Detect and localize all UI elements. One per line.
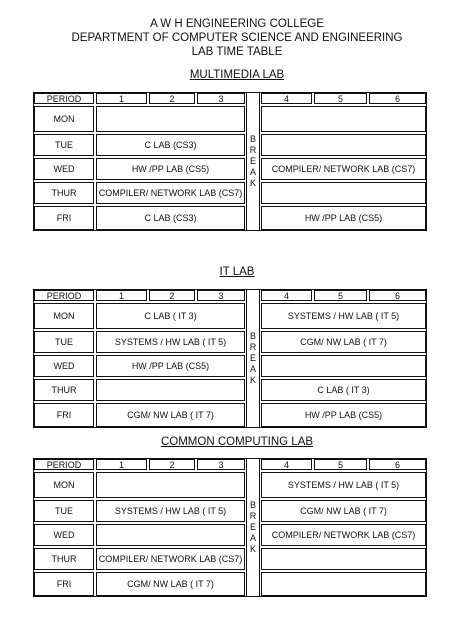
lab-title: MULTIMEDIA LAB xyxy=(189,69,285,81)
morning-session: HW /PP LAB (CS5) xyxy=(96,158,245,180)
morning-session: C LAB (CS3) xyxy=(96,206,245,230)
period-number-3: 3 xyxy=(197,290,245,301)
day-label: MON xyxy=(34,303,94,329)
afternoon-session: COMPILER/ NETWORK LAB (CS7) xyxy=(261,158,426,180)
period-number-4: 4 xyxy=(261,459,312,470)
period-number-3: 3 xyxy=(197,459,245,470)
break-letter: K xyxy=(249,178,256,188)
college-name: A W H ENGINEERING COLLEGE xyxy=(150,18,324,30)
period-header: PERIOD xyxy=(34,290,94,301)
morning-session: C LAB (CS3) xyxy=(96,134,245,156)
morning-session: CGM/ NW LAB ( IT 7) xyxy=(96,403,245,427)
period-number-1: 1 xyxy=(96,93,147,104)
period-number-1: 1 xyxy=(96,290,147,301)
day-label: WED xyxy=(34,355,94,377)
period-number-2: 2 xyxy=(149,459,195,470)
day-label: TUE xyxy=(34,134,94,156)
morning-session: SYSTEMS / HW LAB ( IT 5) xyxy=(96,500,245,522)
day-label: THUR xyxy=(34,379,94,401)
break-letter: R xyxy=(249,145,257,155)
break-letter: B xyxy=(249,331,256,341)
period-number-5: 5 xyxy=(314,459,367,470)
morning-session: CGM/ NW LAB ( IT 7) xyxy=(96,572,245,596)
morning-session xyxy=(96,379,245,401)
afternoon-session xyxy=(261,106,426,132)
break-letter: K xyxy=(249,375,256,385)
morning-session: COMPILER/ NETWORK LAB (CS7) xyxy=(96,548,245,570)
period-number-2: 2 xyxy=(149,93,195,104)
morning-session xyxy=(96,524,245,546)
break-letter: E xyxy=(249,353,256,363)
afternoon-session: HW /PP LAB (CS5) xyxy=(261,206,426,230)
day-label: FRI xyxy=(34,206,94,230)
afternoon-session xyxy=(261,355,426,377)
day-label: WED xyxy=(34,158,94,180)
break-column xyxy=(246,289,260,428)
day-label: FRI xyxy=(34,572,94,596)
afternoon-session: CGM/ NW LAB ( IT 7) xyxy=(261,331,426,353)
afternoon-session xyxy=(261,548,426,570)
break-letter: R xyxy=(249,511,257,521)
period-header: PERIOD xyxy=(34,459,94,470)
break-letter: A xyxy=(249,364,256,374)
break-letter: R xyxy=(249,342,257,352)
period-number-6: 6 xyxy=(369,93,426,104)
period-number-5: 5 xyxy=(314,93,367,104)
period-number-1: 1 xyxy=(96,459,147,470)
break-letter: B xyxy=(249,500,256,510)
day-label: TUE xyxy=(34,500,94,522)
period-number-3: 3 xyxy=(197,93,245,104)
break-letter: E xyxy=(249,156,256,166)
day-label: THUR xyxy=(34,182,94,204)
morning-session: COMPILER/ NETWORK LAB (CS7) xyxy=(96,182,245,204)
period-number-6: 6 xyxy=(369,290,426,301)
afternoon-session: HW /PP LAB (CS5) xyxy=(261,403,426,427)
break-column xyxy=(246,92,260,231)
document-title: LAB TIME TABLE xyxy=(191,46,283,58)
lab-title: IT LAB xyxy=(219,266,255,278)
lab-title: COMMON COMPUTING LAB xyxy=(160,436,314,448)
period-number-6: 6 xyxy=(369,459,426,470)
morning-session xyxy=(96,472,245,498)
afternoon-session: SYSTEMS / HW LAB ( IT 5) xyxy=(261,472,426,498)
morning-session: HW /PP LAB (CS5) xyxy=(96,355,245,377)
department-name: DEPARTMENT OF COMPUTER SCIENCE AND ENGINEERING xyxy=(71,32,403,44)
morning-session: C LAB ( IT 3) xyxy=(96,303,245,329)
day-label: MON xyxy=(34,472,94,498)
day-label: FRI xyxy=(34,403,94,427)
afternoon-session xyxy=(261,134,426,156)
period-number-5: 5 xyxy=(314,290,367,301)
break-letter: A xyxy=(249,167,256,177)
afternoon-session: COMPILER/ NETWORK LAB (CS7) xyxy=(261,524,426,546)
afternoon-session: CGM/ NW LAB ( IT 7) xyxy=(261,500,426,522)
afternoon-session xyxy=(261,572,426,596)
day-label: WED xyxy=(34,524,94,546)
period-header: PERIOD xyxy=(34,93,94,104)
afternoon-session: SYSTEMS / HW LAB ( IT 5) xyxy=(261,303,426,329)
period-number-4: 4 xyxy=(261,93,312,104)
morning-session: SYSTEMS / HW LAB ( IT 5) xyxy=(96,331,245,353)
break-letter: B xyxy=(249,134,256,144)
period-number-4: 4 xyxy=(261,290,312,301)
period-number-2: 2 xyxy=(149,290,195,301)
day-label: TUE xyxy=(34,331,94,353)
afternoon-session: C LAB ( IT 3) xyxy=(261,379,426,401)
day-label: THUR xyxy=(34,548,94,570)
afternoon-session xyxy=(261,182,426,204)
break-column xyxy=(246,458,260,597)
break-letter: E xyxy=(249,522,256,532)
break-letter: K xyxy=(249,544,256,554)
morning-session xyxy=(96,106,245,132)
break-letter: A xyxy=(249,533,256,543)
day-label: MON xyxy=(34,106,94,132)
